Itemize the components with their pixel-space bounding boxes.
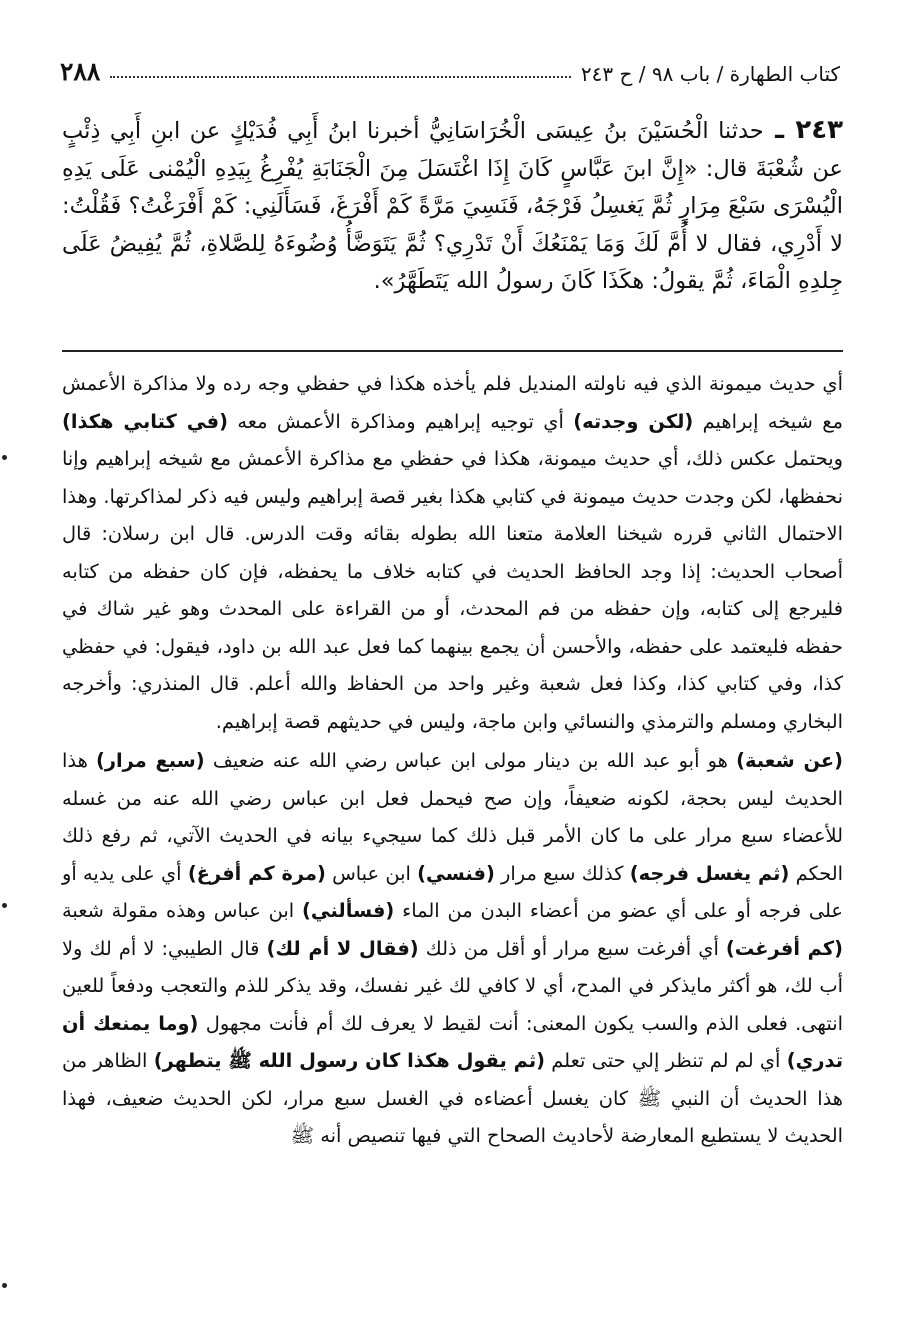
page-number: ٢٨٨ bbox=[60, 57, 101, 86]
margin-mark bbox=[2, 1283, 7, 1288]
bold-quote: (فسألني) bbox=[302, 899, 395, 922]
text-run: هو أبو عبد الله بن دينار مولى ابن عباس رضي الله عنه ضعيف bbox=[204, 749, 737, 772]
bold-quote: (كم أفرغت) bbox=[725, 936, 843, 960]
hadith-dash: ـ bbox=[763, 115, 796, 145]
footnote-divider bbox=[62, 350, 843, 352]
hadith-text bbox=[62, 112, 843, 301]
text-run: ابن عباس وهذه مقولة شعبة bbox=[62, 899, 303, 922]
text-run: هذا الحديث ليس بحجة، لكونه ضعيفاً، وإن صح فيحمل فعل ابن عباس رضي الله عنه من غسله للأعضاء سبع مرار على ما كان الأمر قبل ذلك كما سيجيء بيانه في الحديث الآتي، ثم رفع ذلك الحكم bbox=[62, 749, 844, 885]
bold-quote: (في كتابي هكذا) bbox=[62, 409, 228, 433]
bold-quote: (فنسي) bbox=[417, 861, 495, 885]
hadith-number: ٢٤٣ bbox=[795, 115, 843, 145]
bold-quote: (فقال لا أم لك) bbox=[266, 936, 419, 960]
running-title: كتاب الطهارة / باب ٩٨ / ح ٢٤٣ bbox=[580, 62, 840, 86]
margin-mark bbox=[2, 455, 7, 460]
bold-quote: (مرة كم أفرغ) bbox=[187, 861, 326, 885]
text-run: ويحتمل عكس ذلك، أي حديث ميمونة، هكذا في حفظي مع مذاكرة الأعمش مع شيخه إبراهيم وإنا نحفظها، لكن وجدت حديث ميمونة في كتابي هكذا بغير قصة إبراهيم وليس فيه ذكر لمذاكرتها. وهذا الاحتمال الثاني قرره شيخنا العلامة متعنا الله بطوله بقائه وقت الدرس. قال ابن رسلان: قال أصحاب الحديث: إذا وجد الحافظ الحديث في كتابه خلاف ما يحفظه، فإن كان حفظه من كتابه فليرجع إلى كتابه، وإن حفظه من فم المحدث، أو من القراءة على المحدث وهو غير شاك في حفظه فليعتمد على حفظه، والأحسن أن يجمع بينهما كما فعل عبد الله بن داود، فيقول: في حفظي كذا، وفي كتابي كذا، وكذا فعل شعبة وغير واحد من الحفاظ والله أعلم. قال المنذري: وأخرجه البخاري ومسلم والترمذي والنسائي وابن ماجة، وليس في حديثهم قصة إبراهيم. bbox=[62, 447, 843, 733]
commentary-paragraph-2 bbox=[62, 742, 843, 1155]
bold-quote: (عن شعبة) bbox=[736, 749, 843, 772]
text-run: أي أفرغت سبع مرار أو أقل من ذلك bbox=[418, 936, 726, 960]
hadith-body: حدثنا الْحُسَيْنَ بنُ عِيسَى الْخُرَاسَانِيُّ أخبرنا ابنُ أَبِي فُدَيْكٍ عن ابنِ أَبِي ذِئْبٍ عن شُعْبَةَ قال: «إِنَّ ابنَ عَبَّاسٍ كَانَ إِذَا اغْتَسَلَ مِنَ الْجَنَابَةِ يُفْرِغُ بِيَدِهِ الْيُمْنى عَلَى يَدِهِ الْيُسْرَى سَبْعَ مِرَارٍ ثُمَّ يَغسِلُ فَرْجَهُ، فَنَسِيَ مَرَّةً كَمْ أَفْرَغَ، فَسَأَلَنِي: كَمْ أَفْرَغْتُ؟ فَقُلْتُ: لا أَدْرِي، فقال لا أُمَّ لَكَ وَمَا يَمْنَعُكَ أَنْ تَدْرِي؟ ثُمَّ يَتَوَضَّأُ وُضُوءَهُ لِلصَّلاةِ، ثُمَّ يُفِيضُ عَلَى جِلدِهِ الْمَاءَ، ثُمَّ يقولُ: هكَذَا كَانَ رسولُ الله يَتَطَهَّرُ». bbox=[62, 118, 843, 294]
bold-quote: (وما يمنعك أن تدري) bbox=[62, 1011, 843, 1072]
commentary bbox=[62, 365, 843, 1155]
margin-mark bbox=[2, 903, 7, 908]
commentary-paragraph-1 bbox=[62, 365, 843, 740]
bold-quote: (سبع مرار) bbox=[96, 749, 205, 772]
page-header bbox=[60, 50, 840, 86]
text-run: أي توجيه إبراهيم ومذاكرة الأعمش معه bbox=[227, 409, 574, 433]
text-run: كذلك سبع مرار bbox=[494, 861, 630, 885]
bold-quote: (ثم يغسل فرجه) bbox=[629, 861, 790, 885]
bold-quote: (ثم يقول هكذا كان رسول الله ﷺ يتطهر) bbox=[153, 1049, 545, 1072]
text-run: ابن عباس bbox=[325, 861, 418, 885]
text-run: قال الطيبي: لا أم لك ولا أب لك، هو أكثر مايذكر في المدح، أي لا كافي لك غير نفسك، وقد يذكر للذم والتعجب ودفعاً للعين انتهى. فعلى الذم والسب يكون المعنى: أنت لقيط لا يعرف لك أم فأنت مجهول bbox=[62, 936, 843, 1035]
text-run: أي على يديه أو على فرجه أو على أي عضو من أعضاء البدن من الماء bbox=[62, 861, 843, 922]
header-dotted-leader bbox=[110, 76, 571, 78]
bold-quote: (لكن وجدته) bbox=[573, 409, 694, 433]
text-run: أي لم لم تنظر إلي حتى تعلم bbox=[545, 1049, 787, 1072]
text-run: الظاهر من هذا الحديث أن النبي ﷺ كان يغسل أعضاءه في الغسل سبع مرار، لكن الحديث ضعيف، فهذا الحديث لا يستطيع المعارضة لأحاديث الصحاح التي فيها تنصيص أنه ﷺ bbox=[62, 1049, 843, 1147]
text-run: أي حديث ميمونة الذي فيه ناولته المنديل فلم يأخذه هكذا في حفظي وجه رده ولا مذاكرة الأعمش مع شيخه إبراهيم bbox=[62, 372, 843, 433]
